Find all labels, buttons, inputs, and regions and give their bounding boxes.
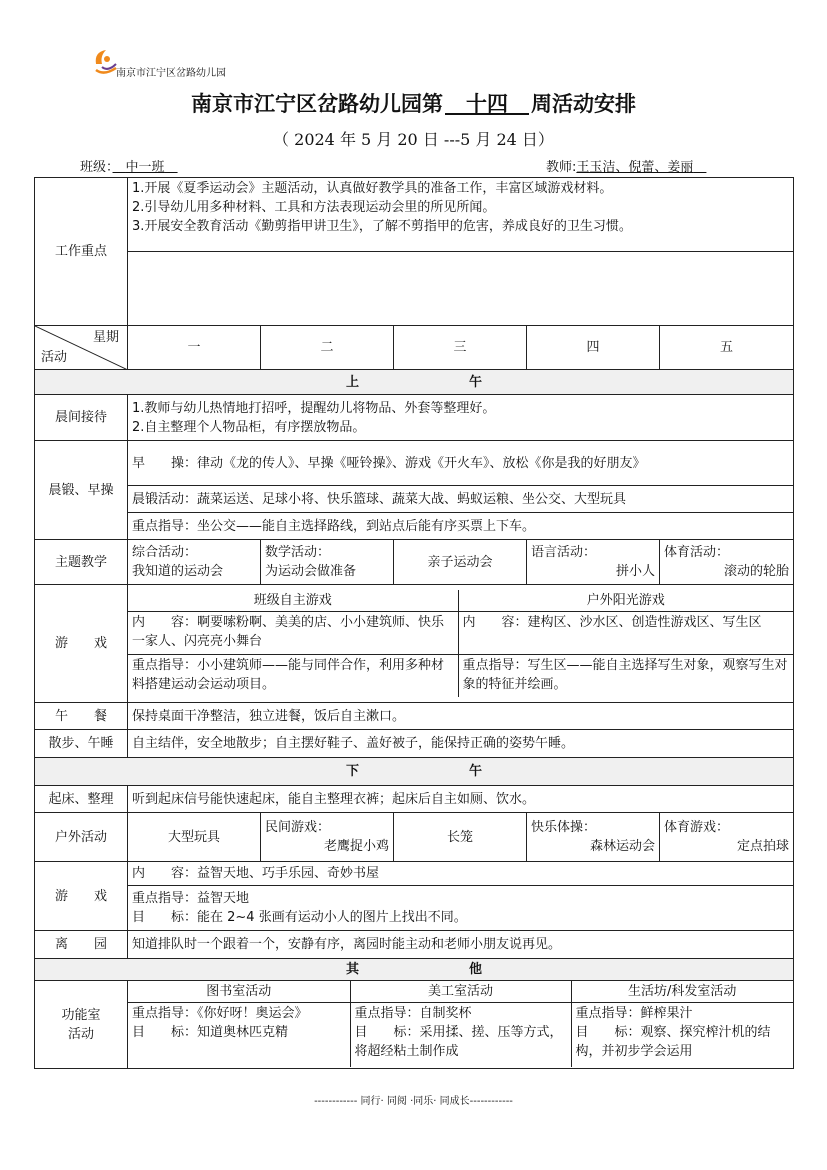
page-title	[0, 88, 827, 118]
leave-label: 离 园	[35, 931, 128, 959]
exercise-focus-row: 重点指导：坐公交——能自主选择路线，到站点后能有序买票上下车。	[128, 513, 794, 540]
theme-cell: 体育活动： 滚动的轮胎	[660, 540, 794, 585]
theme-cell: 亲子运动会	[394, 540, 527, 585]
corner-weekday: 星期	[92, 330, 119, 345]
outdoor-cell: 大型玩具	[128, 813, 261, 862]
reception-label: 晨间接待	[35, 395, 128, 441]
date-range: （ 2024 年 5 月 20 日 ---5 月 24 日）	[273, 130, 554, 149]
logo-text: 南京市江宁区岔路幼儿园	[116, 68, 226, 79]
zaocao-row: 早 操：律动《龙的传人》、早操《哑铃操》、游戏《开火车》、放松《你是我的好朋友》	[128, 441, 794, 486]
footer-slogan: ------------ 同行· 同阅 ·同乐· 同成长------------	[314, 1096, 513, 1107]
teacher-info: 教师:王玉洁、倪蕾、姜丽	[546, 160, 694, 175]
class-games-focus: 重点指导：小小建筑师——能与同伴合作，利用多种材料搭建运动会运动项目。	[128, 655, 458, 698]
class-games-content: 内 容：啊要嗦粉啊、美美的店、小小建筑师、快乐一家人、闪亮亮小舞台	[128, 612, 458, 655]
day-header: 四	[527, 326, 660, 370]
work-focus-blank	[128, 252, 794, 326]
games-label: 游 戏	[35, 585, 128, 703]
room-title: 美工室活动	[350, 981, 571, 1003]
lunch-label: 午 餐	[35, 703, 128, 730]
title-suffix: 周活动安排	[531, 91, 636, 116]
pm-games-focus: 重点指导：益智天地 目 标：能在 2~4 张画有运动小人的图片上找出不同。	[128, 886, 794, 931]
outdoor-label: 户外活动	[35, 813, 128, 862]
function-room-label: 功能室 活动	[35, 981, 128, 1069]
room-detail: 重点指导：鲜榨果汁 目 标：观察、探究榨汁机的结构，并初步学会运用	[575, 1006, 771, 1059]
morning-section-header: 上 午	[35, 370, 794, 395]
work-focus-item: 3.开展安全教育活动《勤剪指甲讲卫生》，了解不剪指甲的危害，养成良好的卫生习惯。	[132, 219, 632, 234]
walk-nap-content: 自主结伴，安全地散步；自主摆好鞋子、盖好被子，能保持正确的姿势午睡。	[128, 730, 794, 758]
day-header: 三	[394, 326, 527, 370]
chenduan-row: 晨锻活动：蔬菜运送、足球小将、快乐篮球、蔬菜大战、蚂蚁运粮、坐公交、大型玩具	[128, 486, 794, 513]
teacher-value: 王玉洁、倪蕾、姜丽	[576, 160, 694, 175]
room-detail: 重点指导：《你好呀！奥运会》 目 标：知道奥林匹克精	[128, 1003, 350, 1068]
outdoor-games-title: 户外阳光游戏	[458, 590, 793, 612]
theme-cell: 数学活动： 为运动会做准备	[261, 540, 394, 585]
theme-cell: 综合活动： 我知道的运动会	[128, 540, 261, 585]
others-section-header: 其 他	[35, 959, 794, 981]
schedule-table	[34, 177, 794, 1069]
pm-games-content: 内 容：益智天地、巧手乐园、奇妙书屋	[128, 862, 794, 886]
work-focus-item: 2.引导幼儿用多种材料、工具和方法表现运动会里的所见所闻。	[132, 200, 496, 215]
work-focus-item: 1.开展《夏季运动会》主题活动，认真做好教学具的准备工作，丰富区域游戏材料。	[132, 181, 613, 196]
work-focus-items	[128, 178, 794, 252]
outdoor-cell: 快乐体操： 森林运动会	[527, 813, 660, 862]
outdoor-games-content: 内 容：建构区、沙水区、创造性游戏区、写生区	[458, 612, 793, 655]
theme-label: 主题教学	[35, 540, 128, 585]
outdoor-cell: 长笼	[394, 813, 527, 862]
afternoon-section-header: 下 午	[35, 758, 794, 786]
walk-nap-label: 散步、午睡	[35, 730, 128, 758]
corner-activity: 活动	[41, 350, 68, 365]
day-header: 一	[128, 326, 261, 370]
leave-content: 知道排队时一个跟着一个，安静有序，离园时能主动和老师小朋友说再见。	[128, 931, 794, 959]
class-info: 班级： 中一班	[80, 160, 165, 175]
pm-games-label: 游 戏	[35, 862, 128, 931]
class-games-title: 班级自主游戏	[128, 590, 458, 612]
function-rooms	[128, 981, 794, 1069]
weekday-corner	[35, 326, 128, 370]
work-focus-label: 工作重点	[35, 178, 128, 326]
lunch-content: 保持桌面干净整洁，独立进餐，饭后自主漱口。	[128, 703, 794, 730]
outdoor-cell: 民间游戏： 老鹰捉小鸡	[261, 813, 394, 862]
room-detail: 重点指导：自制奖杯 目 标：采用揉、搓、压等方式，将超经粘土制作成	[350, 1003, 571, 1068]
reception-content: 1.教师与幼儿热情地打招呼，提醒幼儿将物品、外套等整理好。 2.自主整理个人物品柜，有序摆放物品。	[128, 395, 794, 441]
games-content	[128, 585, 794, 703]
room-title: 图书室活动	[128, 981, 350, 1003]
exercise-label: 晨锻、早操	[35, 441, 128, 540]
kindergarten-logo	[90, 46, 260, 80]
outdoor-games-focus: 重点指导：写生区——能自主选择写生对象，观察写生对象的特征并绘画。	[462, 658, 788, 692]
wakeup-label: 起床、整理	[35, 786, 128, 813]
week-number: 十四	[466, 91, 508, 116]
outdoor-cell: 体育游戏： 定点拍球	[660, 813, 794, 862]
room-title: 生活坊/科发室活动	[571, 981, 793, 1003]
theme-cell: 语言活动： 拼小人	[527, 540, 660, 585]
wakeup-content: 听到起床信号能快速起床，能自主整理衣裤；起床后自主如厕、饮水。	[128, 786, 794, 813]
title-prefix: 南京市江宁区岔路幼儿园第	[191, 91, 443, 116]
day-header: 五	[660, 326, 794, 370]
class-value: 中一班	[125, 160, 165, 175]
day-header: 二	[261, 326, 394, 370]
